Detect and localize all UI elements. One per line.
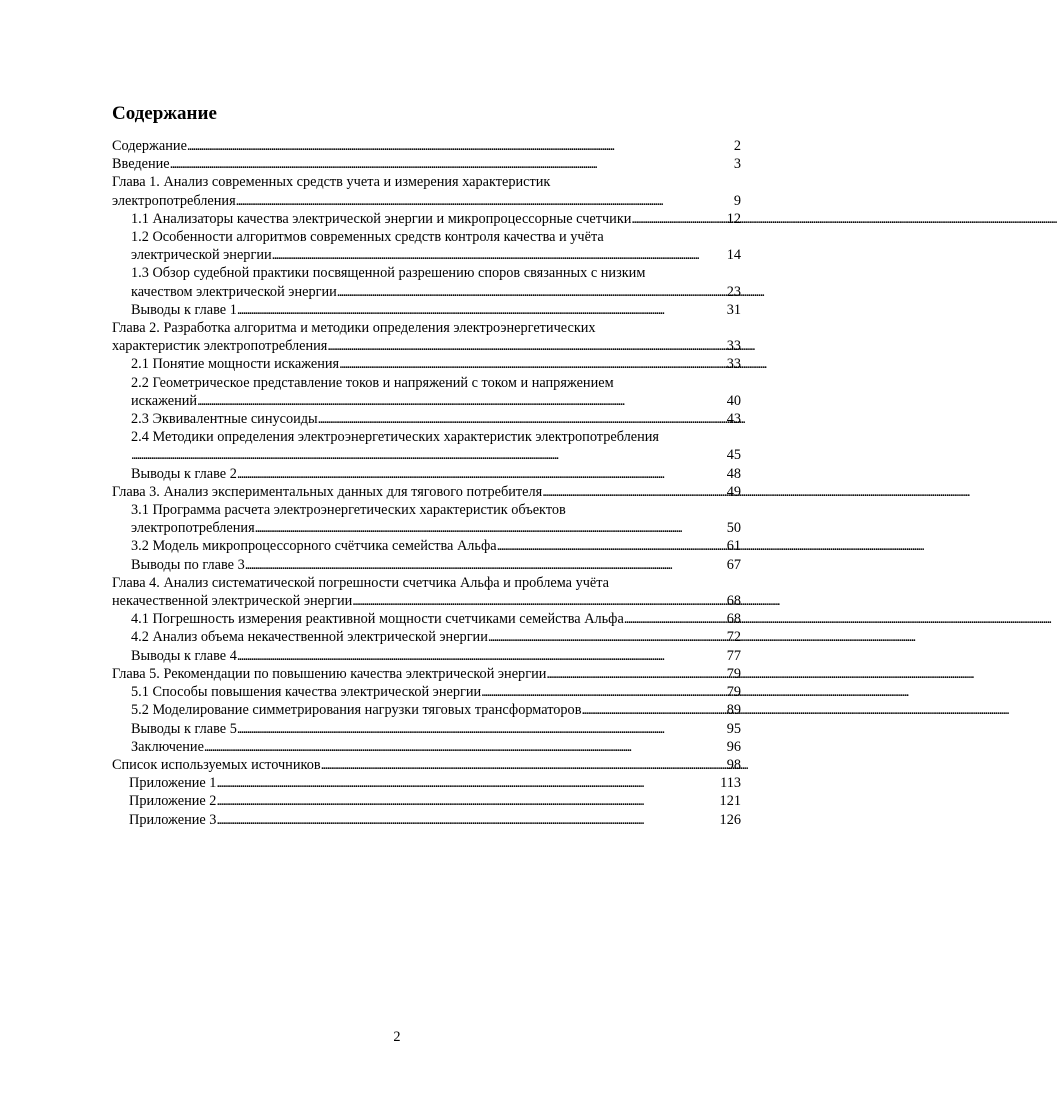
toc-entry-title-line: 2.2 Геометрическое представление токов и напряжений с током и напряжением bbox=[131, 374, 614, 391]
toc-entry-row bbox=[131, 628, 741, 646]
toc-entry-title: 5.1 Способы повышения качества электрической энергии bbox=[131, 684, 482, 701]
toc-page-number: 79 bbox=[726, 665, 741, 682]
toc-page-number: 33 bbox=[726, 338, 741, 355]
toc-entry-row bbox=[112, 155, 741, 173]
toc-entry[interactable] bbox=[112, 683, 741, 701]
toc-dot-leader bbox=[631, 210, 725, 228]
toc-page-number: 68 bbox=[726, 611, 741, 628]
toc-entry-row bbox=[131, 610, 741, 628]
toc-entry-row bbox=[131, 355, 741, 373]
toc-dot-leader bbox=[245, 556, 726, 574]
toc-dot-leader bbox=[321, 756, 726, 774]
toc-entry[interactable] bbox=[112, 228, 741, 264]
toc-page-number: 89 bbox=[726, 702, 741, 719]
toc-entry[interactable] bbox=[112, 137, 741, 155]
toc-page-number: 14 bbox=[726, 247, 741, 264]
toc-entry[interactable] bbox=[112, 428, 741, 464]
toc-entry-title: электропотребления bbox=[131, 520, 255, 537]
toc-entry[interactable] bbox=[112, 792, 741, 810]
toc-entry-row bbox=[131, 410, 741, 428]
toc-entry-row bbox=[131, 283, 741, 301]
toc-page-number: 23 bbox=[726, 283, 741, 300]
toc-entry[interactable] bbox=[112, 720, 741, 738]
toc-entry-title: 4.1 Погрешность измерения реактивной мощности счетчиками семейства Альфа bbox=[131, 611, 624, 628]
toc-dot-leader bbox=[237, 301, 726, 319]
toc-entry-title: Глава 5. Рекомендации по повышению качества электрической энергии bbox=[112, 665, 547, 682]
toc-dot-leader bbox=[624, 610, 726, 628]
toc-entry-row bbox=[131, 301, 741, 319]
toc-dot-leader bbox=[187, 137, 733, 155]
toc-entry-row bbox=[131, 556, 741, 574]
toc-entry-row bbox=[131, 537, 741, 555]
toc-entry[interactable] bbox=[112, 665, 741, 683]
toc-dot-leader bbox=[581, 701, 725, 719]
toc-page-number: 68 bbox=[726, 593, 741, 610]
toc-dot-leader bbox=[237, 720, 726, 738]
toc-entry-title: Список используемых источников bbox=[112, 756, 321, 773]
toc-entry[interactable] bbox=[112, 610, 741, 628]
toc-entry-title: качеством электрической энергии bbox=[131, 283, 337, 300]
toc-entry-title-line: Глава 4. Анализ систематической погрешности счетчика Альфа и проблема учёта bbox=[112, 574, 610, 591]
toc-page-number: 113 bbox=[720, 775, 741, 792]
toc-page-number: 40 bbox=[726, 392, 741, 409]
toc-entry[interactable] bbox=[112, 264, 741, 300]
toc-entry-title: Содержание bbox=[112, 138, 187, 154]
toc-entry-row bbox=[112, 592, 741, 610]
toc-entry-row bbox=[129, 774, 741, 792]
toc-entry-title: Выводы к главе 1 bbox=[131, 301, 237, 318]
toc-entry-title: Заключение bbox=[131, 738, 204, 755]
toc-page-number: 31 bbox=[726, 301, 741, 318]
toc-entry-row bbox=[112, 137, 741, 155]
toc-entry-title: Введение bbox=[112, 156, 170, 173]
toc-dot-leader bbox=[272, 246, 726, 264]
toc-entry[interactable] bbox=[112, 501, 741, 537]
toc-entry-title: Выводы к главе 2 bbox=[131, 465, 237, 482]
toc-entry-title-line: Глава 2. Разработка алгоритма и методики определения электроэнергетических bbox=[112, 320, 596, 337]
toc-entry-title: Приложение 2 bbox=[129, 793, 217, 810]
toc-entry-title-line: 3.1 Программа расчета электроэнергетических характеристик объектов bbox=[131, 502, 566, 519]
toc-entry-title: Выводы по главе 3 bbox=[131, 556, 245, 573]
toc-entry-title: характеристик электропотребления bbox=[112, 338, 328, 355]
toc-entry[interactable] bbox=[112, 811, 741, 829]
toc-page-number: 48 bbox=[726, 465, 741, 482]
toc-dot-leader bbox=[216, 774, 719, 792]
toc-entry-title: некачественной электрической энергии bbox=[112, 593, 353, 610]
toc-page-number: 98 bbox=[726, 756, 741, 773]
toc-page-number: 95 bbox=[726, 720, 741, 737]
toc-entry-title-line: 2.4 Методики определения электроэнергетических характеристик электропотребления bbox=[131, 429, 659, 446]
toc-dot-leader bbox=[236, 192, 733, 210]
toc-dot-leader bbox=[339, 355, 726, 373]
toc-entry-row bbox=[129, 792, 741, 810]
toc-dot-leader bbox=[131, 446, 726, 464]
toc-dot-leader bbox=[488, 628, 726, 646]
toc-entry[interactable] bbox=[112, 210, 741, 228]
toc-dot-leader bbox=[327, 337, 725, 355]
toc-entry[interactable] bbox=[112, 410, 741, 428]
toc-entry-title: Приложение 3 bbox=[129, 811, 217, 828]
toc-page-number: 121 bbox=[719, 793, 741, 810]
toc-entry-title: электрической энергии bbox=[131, 247, 272, 264]
toc-entry[interactable] bbox=[112, 647, 741, 665]
toc-page-number: 3 bbox=[733, 156, 741, 173]
toc-entry-title: Глава 3. Анализ экспериментальных данных для тягового потребителя bbox=[112, 483, 543, 500]
toc-entry-row bbox=[112, 337, 741, 355]
toc-page-number: 2 bbox=[733, 138, 741, 154]
toc-entry[interactable] bbox=[112, 374, 741, 410]
toc-entry-row bbox=[131, 392, 741, 410]
page-title: Содержание bbox=[112, 103, 217, 124]
toc-entry-row bbox=[131, 519, 741, 537]
toc-entry[interactable] bbox=[112, 628, 741, 646]
toc-page-number: 45 bbox=[726, 447, 741, 464]
toc-entry[interactable] bbox=[112, 301, 741, 319]
toc-entry-title: 2.3 Эквивалентные синусоиды bbox=[131, 411, 318, 428]
toc-entry-title: 5.2 Моделирование симметрирования нагрузки тяговых трансформаторов bbox=[131, 702, 582, 719]
toc-dot-leader bbox=[337, 283, 726, 301]
toc-entry-title: Выводы к главе 4 bbox=[131, 647, 237, 664]
toc-entry[interactable] bbox=[112, 537, 741, 555]
toc-entry-title: электропотребления bbox=[112, 192, 236, 209]
toc-dot-leader bbox=[497, 537, 726, 555]
toc-page-number: 72 bbox=[726, 629, 741, 646]
toc-entry-row bbox=[131, 446, 741, 464]
toc-page-number: 49 bbox=[726, 483, 741, 500]
toc-entry-row bbox=[131, 720, 741, 738]
toc-dot-leader bbox=[542, 483, 725, 501]
toc-entry[interactable] bbox=[112, 556, 741, 574]
toc-entry-title: Выводы к главе 5 bbox=[131, 720, 237, 737]
toc-entry-title: Приложение 1 bbox=[129, 775, 217, 792]
toc-entry[interactable] bbox=[112, 756, 741, 774]
toc-dot-leader bbox=[197, 392, 726, 410]
toc-entry[interactable] bbox=[112, 774, 741, 792]
toc-entry-title: 2.1 Понятие мощности искажения bbox=[131, 356, 340, 373]
toc-entry[interactable] bbox=[112, 738, 741, 756]
toc-entry-row bbox=[131, 246, 741, 264]
toc-dot-leader bbox=[237, 465, 726, 483]
toc-entry-title-line: Глава 1. Анализ современных средств учета и измерения характеристик bbox=[112, 174, 551, 191]
toc-entry-row bbox=[112, 483, 741, 501]
toc-dot-leader bbox=[216, 792, 718, 810]
toc-entry-title: искажений bbox=[131, 392, 198, 409]
toc-page-number: 50 bbox=[726, 520, 741, 537]
toc-entry[interactable] bbox=[112, 319, 741, 355]
toc-entry[interactable] bbox=[112, 483, 741, 501]
toc-dot-leader bbox=[237, 647, 726, 665]
table-of-contents bbox=[112, 137, 741, 829]
toc-entry-row bbox=[131, 210, 741, 228]
toc-dot-leader bbox=[481, 683, 726, 701]
toc-entry-row bbox=[131, 683, 741, 701]
toc-entry[interactable] bbox=[112, 574, 741, 610]
toc-dot-leader bbox=[170, 155, 733, 173]
toc-page-number: 33 bbox=[726, 356, 741, 373]
toc-entry-row bbox=[112, 192, 741, 210]
toc-dot-leader bbox=[204, 738, 726, 756]
toc-page-number: 67 bbox=[726, 556, 741, 573]
toc-page-number: 96 bbox=[726, 738, 741, 755]
toc-entry-row bbox=[129, 811, 741, 829]
toc-entry-title-line: 1.3 Обзор судебной практики посвященной разрешению споров связанных с низким bbox=[131, 265, 646, 282]
toc-dot-leader bbox=[352, 592, 725, 610]
toc-entry[interactable] bbox=[112, 465, 741, 483]
toc-entry-title: 1.1 Анализаторы качества электрической энергии и микропроцессорные счетчики bbox=[131, 210, 632, 227]
toc-entry-row bbox=[131, 647, 741, 665]
toc-entry-row bbox=[131, 738, 741, 756]
toc-entry[interactable] bbox=[112, 173, 741, 209]
toc-page-number: 43 bbox=[726, 411, 741, 428]
toc-entry[interactable] bbox=[112, 155, 741, 173]
toc-page-number: 79 bbox=[726, 684, 741, 701]
toc-page-number: 77 bbox=[726, 647, 741, 664]
page-number: 2 bbox=[393, 1029, 401, 1045]
toc-entry[interactable] bbox=[112, 701, 741, 719]
toc-entry-row bbox=[131, 701, 741, 719]
toc-entry-row bbox=[112, 756, 741, 774]
toc-page-number: 61 bbox=[726, 538, 741, 555]
toc-dot-leader bbox=[255, 519, 726, 537]
toc-page-number: 126 bbox=[719, 811, 741, 828]
toc-dot-leader bbox=[318, 410, 726, 428]
toc-dot-leader bbox=[216, 811, 718, 829]
toc-page-number: 9 bbox=[733, 192, 741, 209]
toc-dot-leader bbox=[546, 665, 725, 683]
toc-entry-row bbox=[131, 465, 741, 483]
toc-entry-title: 3.2 Модель микропроцессорного счётчика семейства Альфа bbox=[131, 538, 497, 555]
toc-page-number: 12 bbox=[726, 210, 741, 227]
toc-entry-title: 4.2 Анализ объема некачественной электрической энергии bbox=[131, 629, 488, 646]
toc-entry-row bbox=[112, 665, 741, 683]
toc-entry-title-line: 1.2 Особенности алгоритмов современных средств контроля качества и учёта bbox=[131, 229, 604, 246]
toc-entry[interactable] bbox=[112, 355, 741, 373]
